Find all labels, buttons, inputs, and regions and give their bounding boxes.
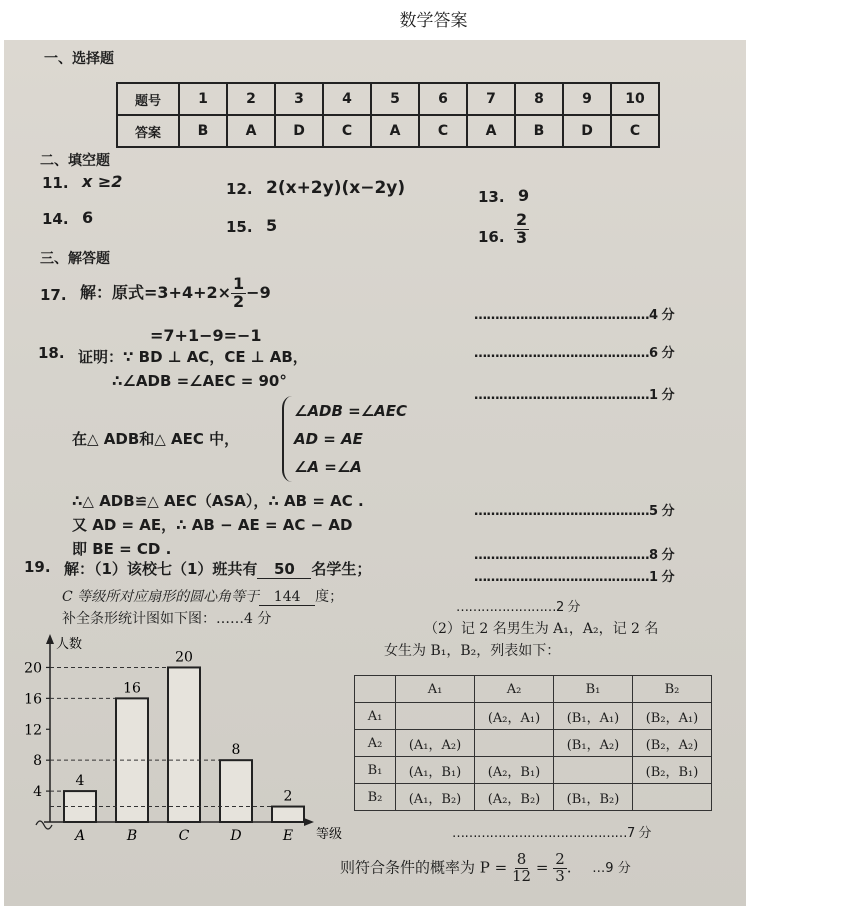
q18-conclusion: 即 BE = CD . xyxy=(72,540,172,558)
table-cell: (A₂，A₁) xyxy=(475,703,554,730)
q18-congruence: ∴△ ADB≌△ AEC（ASA），∴ AB = AC . xyxy=(72,492,364,510)
table-corner-cell xyxy=(355,676,396,703)
choice-answer-table xyxy=(116,82,660,148)
y-axis-arrow xyxy=(46,634,54,644)
x-tick-label: A xyxy=(74,828,86,844)
table-cell: (A₁，A₂) xyxy=(396,730,475,757)
q17-line1: 解：原式=3+4+2× $\frac{1}{2}$ −9 xyxy=(80,274,271,311)
table-cell: (A₁，B₂) xyxy=(396,784,475,811)
answer-cell: C xyxy=(323,115,371,147)
q17-score-2: ……………………………………6 分 xyxy=(474,346,675,361)
q17-line2: =7+1−9=−1 xyxy=(150,326,262,345)
q19-part2-line1: （2）记 2 名男生为 A₁，A₂，记 2 名 xyxy=(424,621,659,637)
answer-cell: C xyxy=(611,115,659,147)
students-count: 50 xyxy=(257,560,311,579)
bar xyxy=(168,667,200,822)
section-heading-choice: 一、选择题 xyxy=(44,51,114,67)
table-cell xyxy=(475,730,554,757)
q19-part1: 解：（1）该校七（1）班共有 50 名学生； xyxy=(64,560,372,578)
row-label-cell: A₂ xyxy=(355,730,396,757)
table-cell xyxy=(396,703,475,730)
answer-cell: C xyxy=(419,115,467,147)
table-cell: (B₁，B₂) xyxy=(554,784,633,811)
bar-chart xyxy=(14,630,374,860)
question-number-cell: 10 xyxy=(611,83,659,115)
table-cell: (A₁，B₁) xyxy=(396,757,475,784)
row-label-cell: A₁ xyxy=(355,703,396,730)
y-tick-label: 16 xyxy=(24,691,42,708)
page-title: 数学答案 xyxy=(399,11,468,31)
data-label: 20 xyxy=(175,649,193,666)
table-cell: (A₂，B₂) xyxy=(475,784,554,811)
x-tick-label: D xyxy=(230,828,242,844)
table-header-cell: A₁ xyxy=(396,676,475,703)
q19-score-1: ……………………………………1 分 xyxy=(474,570,675,585)
data-label: 4 xyxy=(75,773,85,790)
system-brace xyxy=(282,396,294,482)
table-row xyxy=(355,703,712,730)
question-number-cell: 1 xyxy=(179,83,227,115)
y-tick-label: 12 xyxy=(24,722,42,739)
table-cell xyxy=(554,757,633,784)
table-cell xyxy=(633,784,712,811)
q16-number: 16. xyxy=(478,228,505,246)
q19-number: 19. xyxy=(24,558,51,576)
question-number-cell: 8 xyxy=(515,83,563,115)
answer-cell: B xyxy=(515,115,563,147)
q14-answer: 6 xyxy=(82,208,94,227)
q18-score-1: ……………………………………1 分 xyxy=(474,388,675,403)
section-heading-fill: 二、填空题 xyxy=(40,153,110,169)
fraction: $\frac{1}{2}$ xyxy=(233,274,245,311)
q18-in-triangles: 在△ ADB和△ AEC 中， xyxy=(72,430,240,448)
q18-subtraction: 又 AD = AE，∴ AB − AE = AC − AD xyxy=(72,516,353,534)
q18-score-2: ……………………………………5 分 xyxy=(474,504,675,519)
q17-number: 17. xyxy=(40,286,67,304)
y-tick-label: 8 xyxy=(33,753,42,770)
row-label-cell: B₁ xyxy=(355,757,396,784)
table-row xyxy=(117,83,659,115)
q13-number: 13. xyxy=(478,188,505,206)
answer-cell: A xyxy=(371,115,419,147)
row-label-cell: B₂ xyxy=(355,784,396,811)
q19-angle: C 等级所对应扇形的圆心角等于 144 度； xyxy=(62,589,344,605)
answer-cell: B xyxy=(179,115,227,147)
x-tick-label: E xyxy=(282,828,294,844)
x-tick-label: C xyxy=(178,828,190,844)
q16-answer xyxy=(514,212,529,247)
x-axis-arrow xyxy=(304,818,314,826)
fraction: $\frac{2}{3}$ xyxy=(555,850,565,885)
question-number-cell: 2 xyxy=(227,83,275,115)
table-cell: (B₂，A₁) xyxy=(633,703,712,730)
q12-number: 12. xyxy=(226,180,253,198)
q18-system-eq1: ∠ADB =∠AEC xyxy=(294,402,408,420)
q19-probability: 则符合条件的概率为 P = $\frac{8}{12}$ = $\frac{2}{3}$ . …9 分 xyxy=(340,850,631,885)
q19-bar-note: 补全条形统计图如下图：……4 分 xyxy=(62,611,272,627)
fraction: $\frac{8}{12}$ xyxy=(511,850,532,885)
bar xyxy=(220,760,252,822)
table-header-cell: B₁ xyxy=(554,676,633,703)
answer-cell: A xyxy=(227,115,275,147)
table-cell: (B₁，A₂) xyxy=(554,730,633,757)
angle-value: 144 xyxy=(259,589,315,606)
q14-number: 14. xyxy=(42,210,69,228)
question-number-cell: 9 xyxy=(563,83,611,115)
table-cell: (A₂，B₁) xyxy=(475,757,554,784)
table-cell: (B₂，A₂) xyxy=(633,730,712,757)
table-header-row xyxy=(355,676,712,703)
question-number-cell: 7 xyxy=(467,83,515,115)
q19-score-2: ……………………2 分 xyxy=(456,600,580,615)
data-label: 2 xyxy=(283,788,293,805)
question-number-cell: 5 xyxy=(371,83,419,115)
q19-part2-line2: 女生为 B₁，B₂，列表如下： xyxy=(384,643,561,659)
q15-number: 15. xyxy=(226,218,253,236)
bar xyxy=(272,807,304,822)
q11-answer: x ≥2 xyxy=(82,172,123,191)
q11-number: 11. xyxy=(42,174,69,192)
outcome-table xyxy=(354,675,712,811)
q13-answer: 9 xyxy=(518,186,530,205)
y-tick-label: 20 xyxy=(24,660,42,677)
q18-line2: ∴∠ADB =∠AEC = 90° xyxy=(112,372,287,390)
y-axis-label: 人数 xyxy=(56,637,83,652)
table-cell: (B₂，B₁) xyxy=(633,757,712,784)
q15-answer: 5 xyxy=(266,216,278,235)
fraction: $\frac{2}{3}$ xyxy=(516,210,528,247)
q18-line1: 证明：∵ BD ⊥ AC，CE ⊥ AB， xyxy=(78,348,308,366)
table-header-cell: A₂ xyxy=(475,676,554,703)
table-header-cell: 题号 xyxy=(117,83,179,115)
q18-system-eq2: AD = AE xyxy=(294,430,363,448)
table-header-cell: 答案 xyxy=(117,115,179,147)
data-label: 8 xyxy=(231,742,241,759)
table-row xyxy=(355,757,712,784)
answer-sheet xyxy=(4,40,746,906)
x-tick-label: B xyxy=(126,828,138,844)
question-number-cell: 4 xyxy=(323,83,371,115)
q17-score-1: ……………………………………4 分 xyxy=(474,308,675,323)
answer-cell: D xyxy=(563,115,611,147)
table-row xyxy=(117,115,659,147)
q12-answer: 2(x+2y)(x−2y) xyxy=(266,178,406,198)
question-number-cell: 3 xyxy=(275,83,323,115)
q18-number: 18. xyxy=(38,344,65,362)
y-tick-label: 4 xyxy=(33,784,42,801)
answer-cell: D xyxy=(275,115,323,147)
q19-score-3: ……………………………………7 分 xyxy=(452,826,651,841)
answer-cell: A xyxy=(467,115,515,147)
question-number-cell: 6 xyxy=(419,83,467,115)
x-axis-label: 等级 xyxy=(316,827,343,842)
table-cell: (B₁，A₁) xyxy=(554,703,633,730)
data-label: 16 xyxy=(123,680,141,697)
table-row xyxy=(355,730,712,757)
table-header-cell: B₂ xyxy=(633,676,712,703)
table-row xyxy=(355,784,712,811)
q18-system-eq3: ∠A =∠A xyxy=(294,458,362,476)
q18-score-3: ……………………………………8 分 xyxy=(474,548,675,563)
section-heading-solution: 三、解答题 xyxy=(40,251,110,267)
